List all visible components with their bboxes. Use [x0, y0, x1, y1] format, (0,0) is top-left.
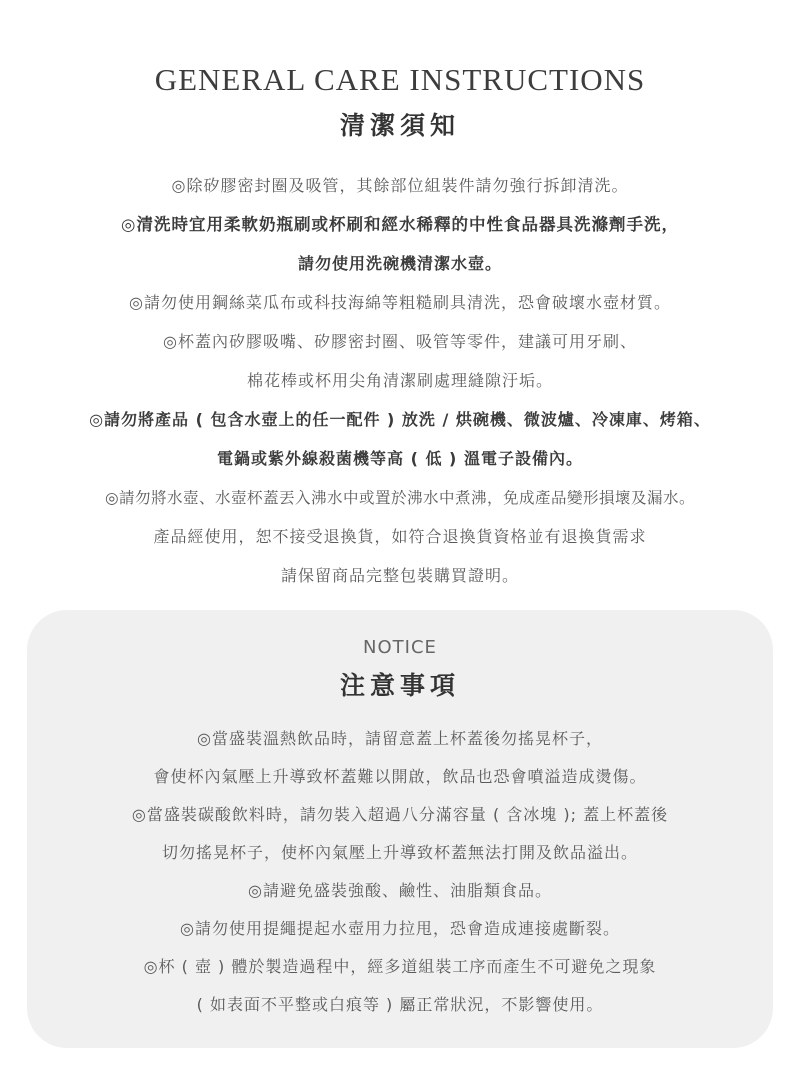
notice-title-zh: 注意事項: [339, 671, 460, 700]
care-line: ◎請勿將水壺、水壺杯蓋丟入沸水中或置於沸水中煮沸，免成產品變形損壞及漏水。: [104, 489, 696, 507]
care-line: ◎請勿使用鋼絲菜瓜布或科技海綿等粗糙刷具清洗，恐會破壞水壺材質。: [129, 293, 671, 312]
care-line: ◎杯蓋內矽膠吸嘴、矽膠密封圈、吸管等零件，建議可用牙刷、: [163, 332, 637, 351]
notice-line: ◎請避免盛裝強酸、鹼性、油脂類食品。: [248, 881, 552, 900]
notice-line: ◎當盛裝碳酸飲料時，請勿裝入超過八分滿容量 ( 含冰塊 ); 蓋上杯蓋後: [131, 805, 669, 824]
notice-line: ◎當盛裝溫熱飲品時，請留意蓋上杯蓋後勿搖晃杯子，: [197, 729, 603, 748]
care-line: 請勿使用洗碗機清潔水壺。: [297, 254, 502, 273]
care-line: ◎除矽膠密封圈及吸管，其餘部位組裝件請勿強行拆卸清洗。: [171, 176, 629, 195]
notice-line: ( 如表面不平整或白痕等 ) 屬正常狀況，不影響使用。: [196, 995, 604, 1014]
care-line: ◎請勿將產品 ( 包含水壺上的任一配件 ) 放洗 / 烘碗機、微波爐、冷凍庫、烤箱、: [89, 410, 711, 429]
care-line: 請保留商品完整包裝購買證明。: [280, 566, 519, 585]
notice-line: ◎請勿使用提繩提起水壺用力拉甩，恐會造成連接處斷裂。: [180, 919, 620, 938]
notice-title-en: NOTICE: [363, 637, 437, 658]
care-line: 電鍋或紫外線殺菌機等高 ( 低 ) 溫電子設備內。: [217, 449, 583, 468]
care-title-zh: 清潔須知: [339, 111, 460, 140]
care-line: ◎清洗時宜用柔軟奶瓶刷或杯刷和經水稀釋的中性食品器具洗滌劑手洗，: [121, 215, 679, 234]
notice-line: 切勿搖晃杯子，使杯內氣壓上升導致杯蓋無法打開及飲品溢出。: [161, 843, 638, 862]
notice-line: 會使杯內氣壓上升導致杯蓋難以開啟，飲品也恐會噴溢造成燙傷。: [153, 767, 647, 786]
care-line: 產品經使用，恕不接受退換貨，如符合退換貨資格並有退換貨需求: [153, 527, 647, 546]
notice-line: ◎杯 ( 壺 ) 體於製造過程中，經多道組裝工序而產生不可避免之現象: [143, 957, 657, 976]
care-title-en: GENERAL CARE INSTRUCTIONS: [154, 62, 646, 97]
care-line: 棉花棒或杯用尖角清潔刷處理縫隙汙垢。: [246, 371, 553, 390]
